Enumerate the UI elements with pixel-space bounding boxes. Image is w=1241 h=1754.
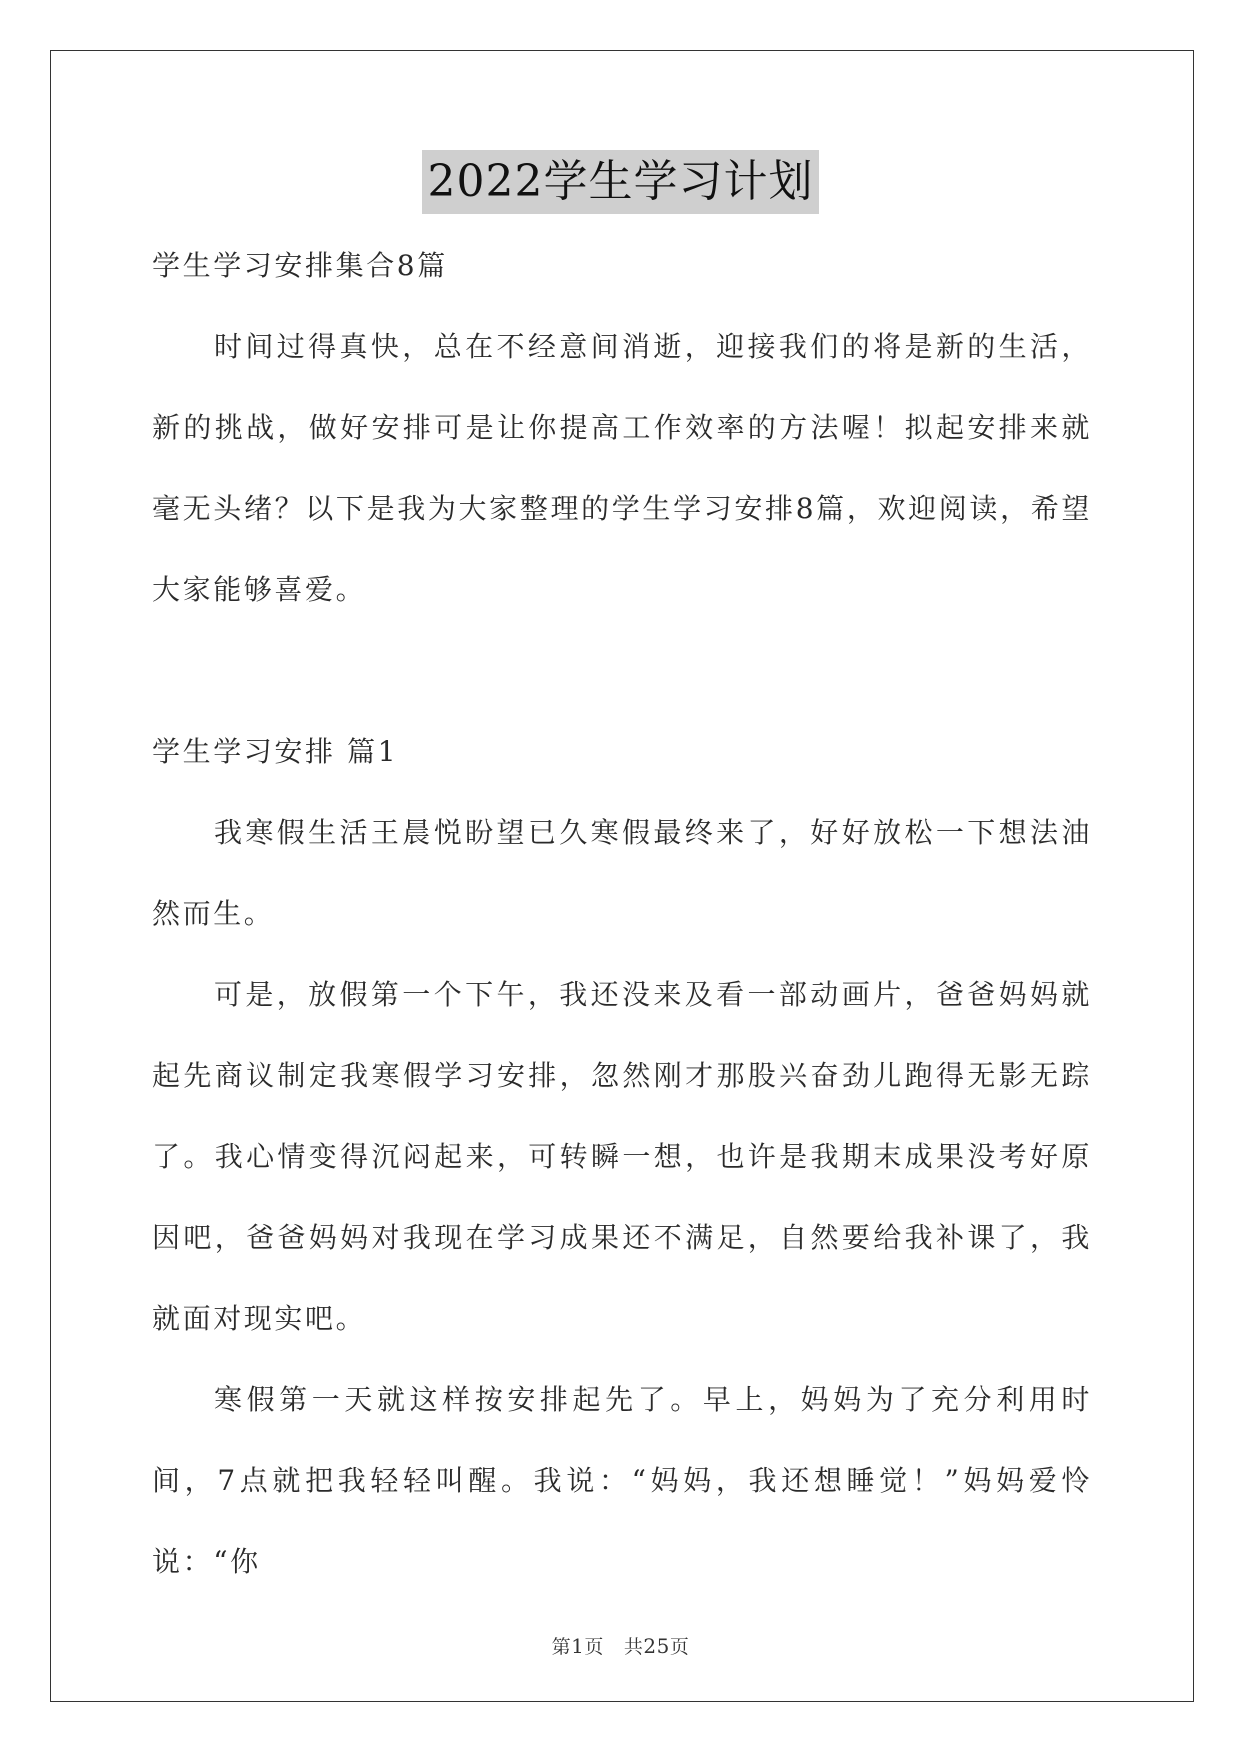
paragraph-line: 起先商议制定我寒假学习安排，忽然刚才那股兴奋劲儿跑得无影无踪 [152,1059,1092,1092]
page-unit: 页 [584,1636,604,1658]
title-container [0,150,1241,214]
intro-line: 新的挑战，做好安排可是让你提高工作效率的方法喔！拟起安排来就 [152,411,1092,444]
current-page-number: 1 [571,1634,585,1658]
intro-line: 毫无头绪？以下是我为大家整理的学生学习安排8篇，欢迎阅读，希 [152,492,1062,525]
page-prefix: 第 [551,1636,572,1658]
collection-heading[interactable]: 学生学习安排集合8篇 [152,249,448,282]
paragraph-line: 然而生。 [152,897,275,930]
page-footer [0,1632,1241,1659]
total-unit: 页 [669,1636,690,1658]
total-page-count: 25 [643,1634,670,1658]
intro-line: 望大家能够喜爱。 [152,492,1092,606]
section-heading[interactable]: 学生学习安排 篇1 [152,735,399,768]
body-paragraph[interactable] [152,954,1092,1359]
paragraph-line: 因吧，爸爸妈妈对我现在学习成果还不满足，自然要给我补课了，我 [152,1221,1092,1254]
body-paragraph[interactable] [152,792,1092,954]
body-paragraph[interactable] [152,1359,1092,1602]
paragraph-line: 就面对现实吧。 [152,1302,367,1335]
document-title[interactable]: 2022学生学习计划 [422,150,820,214]
paragraph-line: 了。我心情变得沉闷起来，可转瞬一想，也许是我期末成果没考好原 [152,1140,1092,1173]
total-prefix: 共 [623,1636,644,1658]
paragraph-line: 我寒假生活王晨悦盼望已久寒假最终来了，好好放松一下想法油 [214,816,1092,849]
document-body [152,225,1092,1602]
intro-line: 时间过得真快，总在不经意间消逝，迎接我们的将是新的生活， [214,330,1092,363]
paragraph-line: 寒假第一天就这样按安排起先了。早上，妈妈为了充分利用时间， [152,1383,1092,1497]
intro-paragraph[interactable] [152,306,1092,630]
paragraph-line: 可是，放假第一个下午，我还没来及看一部动画片，爸爸妈妈就 [214,978,1092,1011]
paragraph-line: 7点就把我轻轻叫醒。我说：“妈妈，我还想睡觉！”妈妈爱怜说：“你 [152,1464,1092,1578]
